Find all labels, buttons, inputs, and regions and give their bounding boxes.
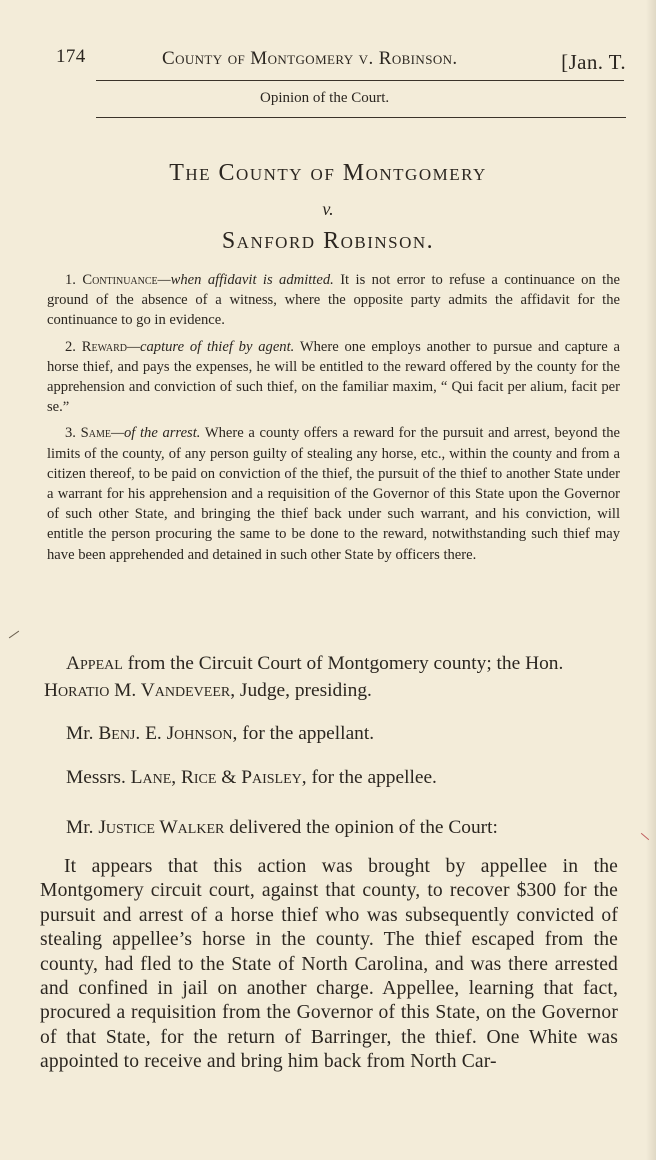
header-rule-top	[96, 80, 624, 81]
judge-name: Horatio M. Vandeveer	[44, 680, 231, 701]
appeal-statement: Appeal from the Circuit Court of Montgomery county; the Hon. Horatio M. Vandeveer, Judge, presiding.	[44, 653, 564, 701]
running-head	[52, 44, 626, 74]
opinion-attribution: Mr. Justice Walker delivered the opinion of the Court:	[66, 817, 498, 838]
case-versus: v.	[322, 199, 334, 219]
appellant-counsel: Mr. Benj. E. Johnson, for the appellant.	[66, 723, 375, 744]
headnote-keyword: Continuance	[82, 272, 158, 288]
header-rule-bottom	[96, 117, 626, 118]
headnote-keyword: Same	[80, 425, 111, 442]
headnote-3: 3. Same—of the arrest. Where a county offers a reward for the pursuit and arrest, beyond the limits of the county, of any person guilty of stealing any horse, etc., within the county and from a citizen thereof, to be paid on conviction of the thief, the pursuit of the thief to another State under a warrant for his apprehension and a requisition of the Governor of this State upon the Governor of such other State, and bringing the thief back under such warrant, and his conviction, will entitle the person procuring the same to be done to the reward, notwithstanding such thief may have been apprehended and detained in such other State by officers there.	[47, 425, 620, 563]
headnotes	[47, 270, 620, 571]
page-edge-shadow	[646, 0, 656, 1160]
appellee-counsel: Messrs. Lane, Rice & Paisley, for the appellee.	[66, 767, 437, 788]
case-defendant: Sanford Robinson.	[221, 228, 435, 254]
term-date: [Jan. T.	[561, 50, 626, 74]
headnote-2: 2. Reward—capture of thief by agent. Where one employs another to pursue and capture a horse thief, and pays the expenses, he will be entitled to the reward offered by the county for the apprehension and conviction of such thief, on the familiar maxim, “ Qui facit per alium, facit per se.”	[47, 338, 620, 416]
case-plaintiff: The County of Montgomery	[169, 160, 487, 186]
margin-pencil-mark	[9, 631, 19, 639]
headnote-keyword: Reward	[81, 338, 128, 355]
page-number: 174	[56, 46, 86, 67]
section-subhead: Opinion of the Court.	[260, 90, 390, 106]
running-title: County of Montgomery v. Robinson.	[162, 48, 458, 69]
opinion-paragraph: It appears that this action was brought by appellee in the Montgomery circuit court, against that county, to recover $300 for the pursuit and arrest of a horse thief who was subsequently convicted of stealing appellee’s horse in the county. The thief escaped from the county, had fled to the State of North Carolina, and was there arrested and confined in jail on another charge. Appellee, learning that fact, procured a requisition from the Governor of this State, on the Governor of that State, for the return of Barringer, the thief. One White was appointed to receive and bring him back from North Car-	[40, 856, 618, 1073]
headnote-1: 1. Continuance—when affidavit is admitted. It is not error to refuse a continuance on the ground of the absence of a witness, where the opposite party admits the affidavit for the continuance to go in evidence.	[47, 272, 620, 329]
